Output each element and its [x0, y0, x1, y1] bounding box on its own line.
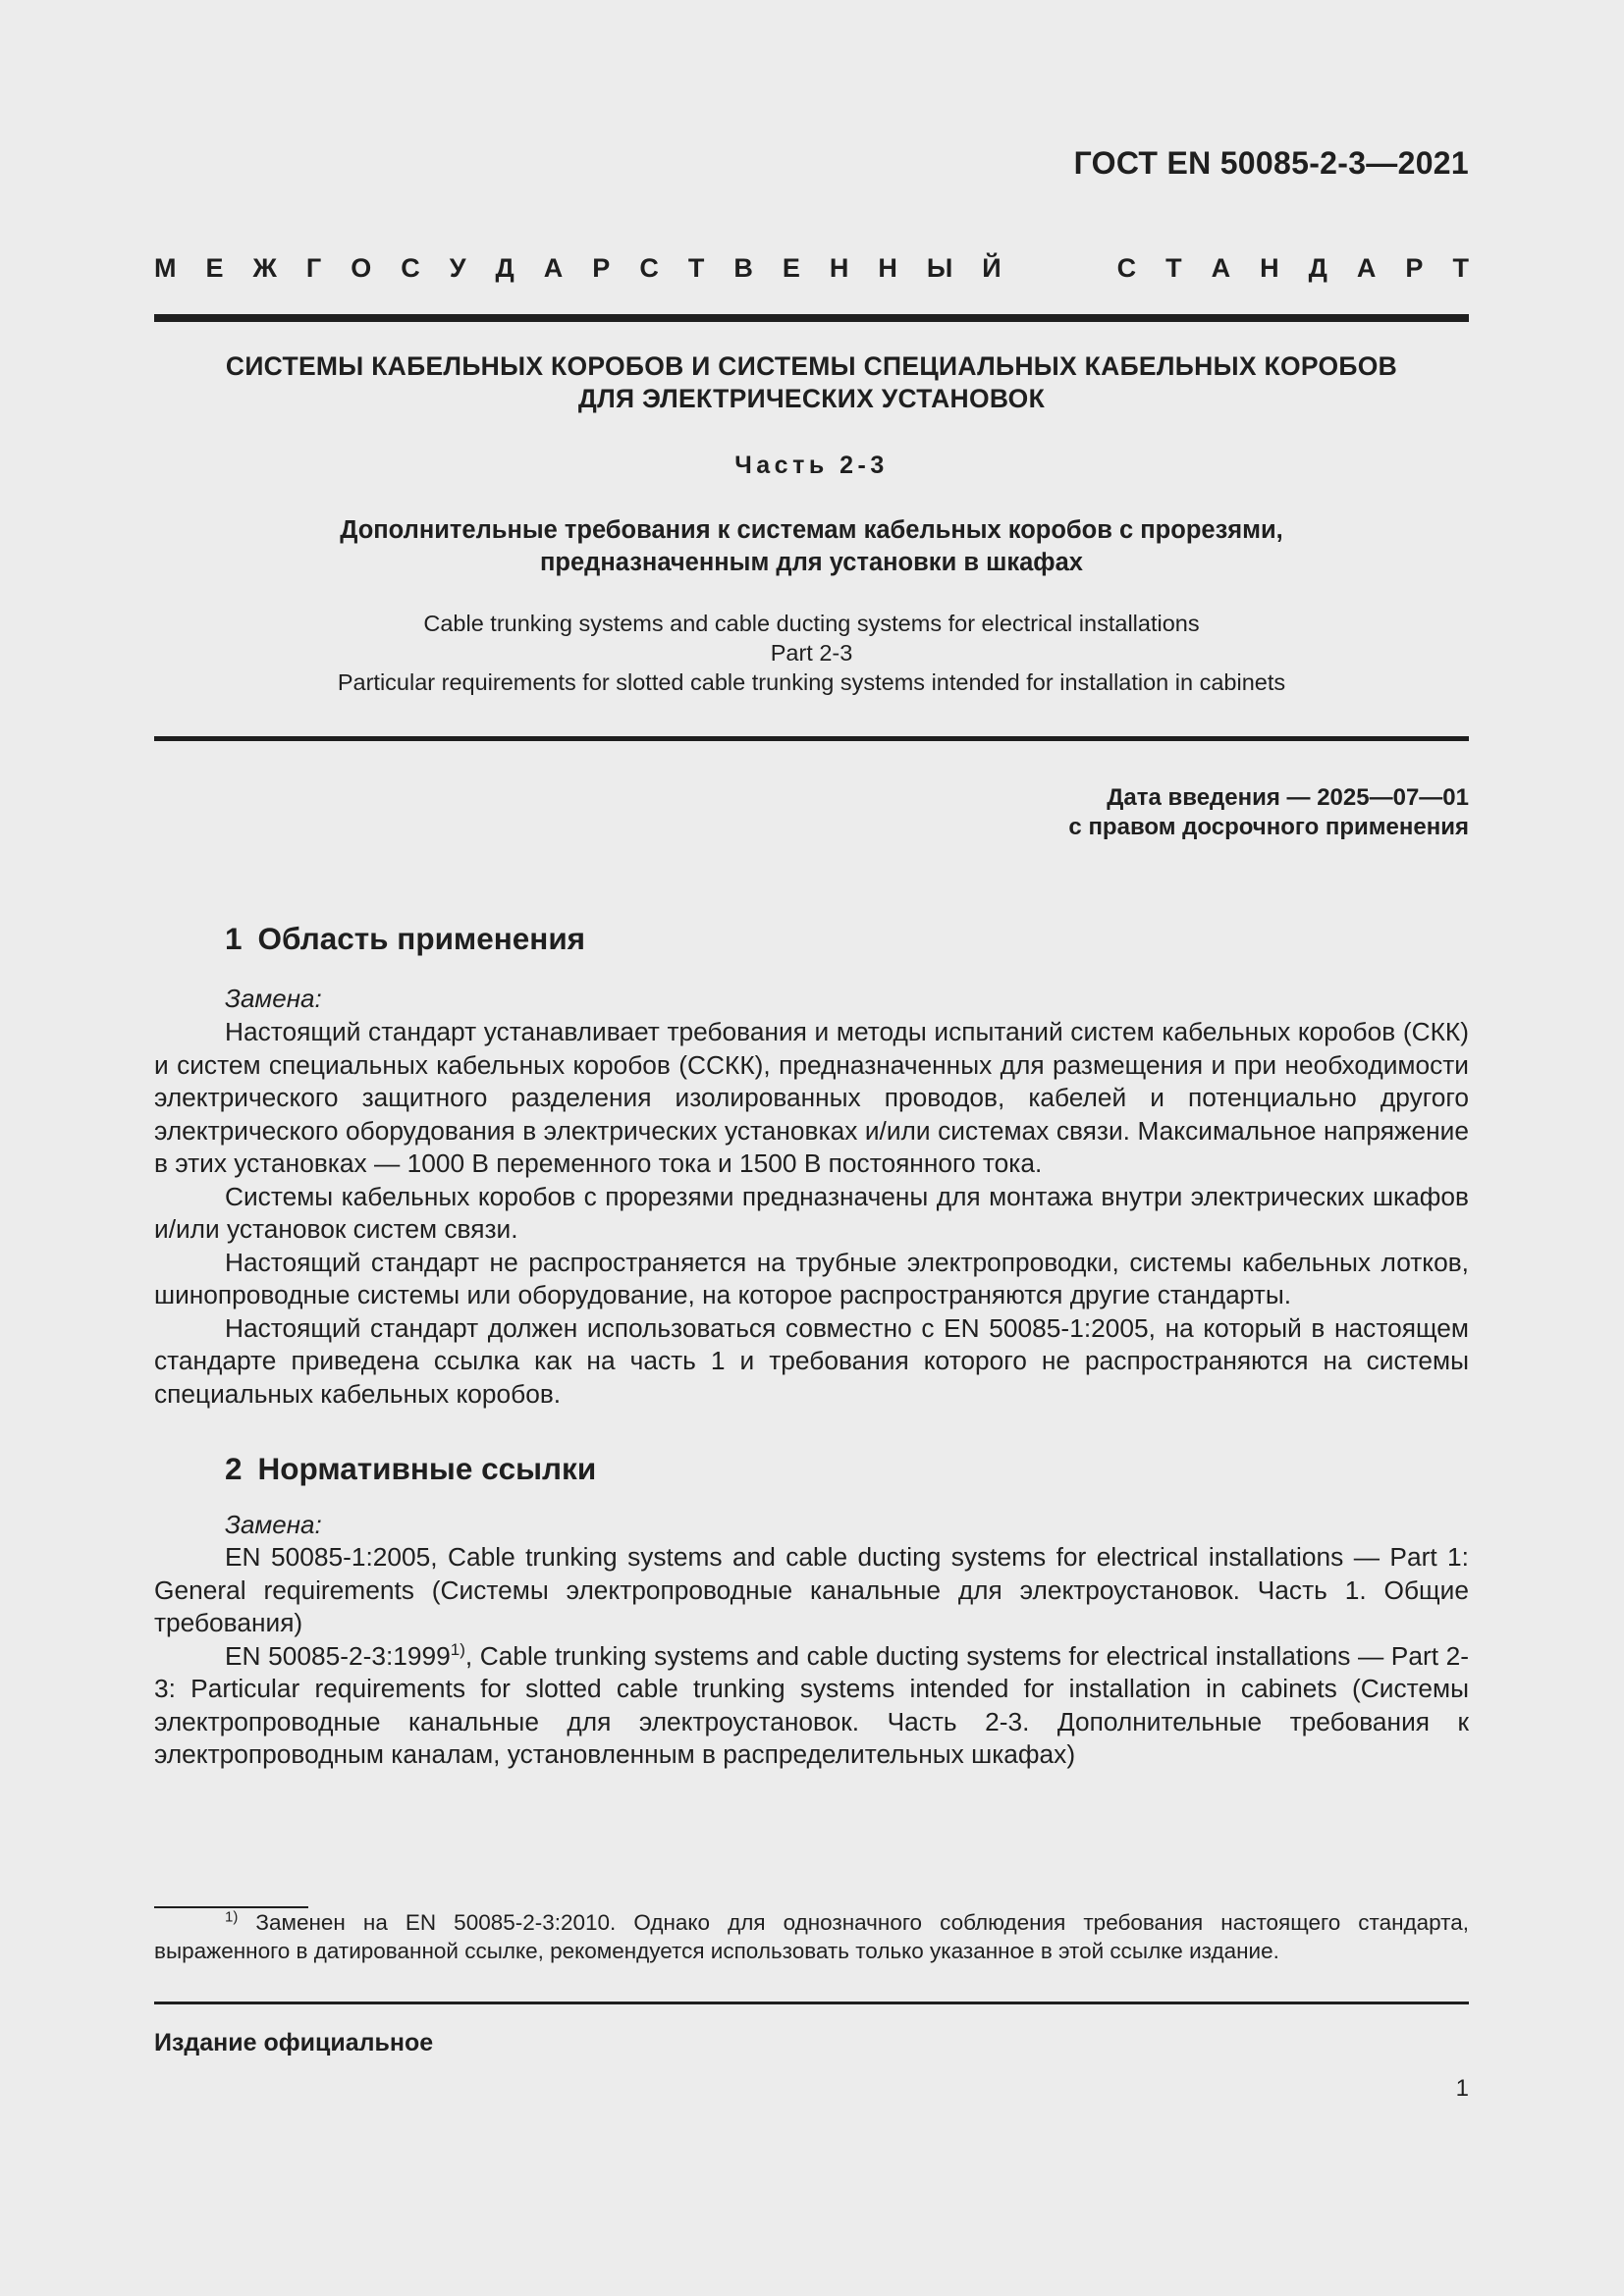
- section-number: 2: [225, 1451, 243, 1486]
- part-label: Часть 2-3: [734, 452, 889, 479]
- heading-letter: Е: [205, 253, 224, 283]
- heading-letter: Р: [1405, 253, 1424, 283]
- paragraph: Настоящий стандарт устанавливает требования и методы испытаний систем кабельных коробов (СКК) и систем специальных кабельных коробов (ССКК), предназначенных для размещения и при необходимости электрического защитного разделения изолированных проводов, кабелей и потенциально другого электрического оборудования в электрических установках и/или системах связи. Максимальное напряжение в этих установках — 1000 В переменного тока и 1500 В постоянного тока.: [154, 1017, 1469, 1178]
- heading-letter: Ж: [252, 253, 277, 283]
- heading-letter: Т: [1165, 253, 1182, 283]
- heading-letter: Й: [982, 253, 1001, 283]
- heading-letter: М: [154, 253, 177, 283]
- heading-letter: Т: [687, 253, 705, 283]
- section-1-body: [154, 1016, 1469, 1411]
- section-number: 1: [225, 921, 243, 956]
- heading-letter: С: [1116, 253, 1137, 283]
- reference-text: , Cable trunking systems and cable ducting systems for electrical installations — Part 2-3: Particular requirements for slotted cable trunking systems intended for installation in cabinets (Системы электропроводные канальные для электроустановок. Часть 2-3. Дополнительные требования к электропроводным каналам, установленным в распределительных шкафах): [154, 1640, 1469, 1769]
- heading-letter: Н: [878, 253, 897, 283]
- section-1-heading: [225, 921, 585, 957]
- title-en-line2: Part 2-3: [770, 640, 853, 666]
- reference-item: [154, 1640, 1469, 1772]
- footnote-text: Заменен на EN 50085-2-3:2010. Однако для однозначного соблюдения требования настоящего стандарта, выраженного в датированной ссылке, рекомендуется использовать только указанное в этой ссылке издание.: [154, 1910, 1469, 1963]
- gost-code: ГОСТ EN 50085-2-3—2021: [1073, 145, 1469, 181]
- heading-letter: Ы: [926, 253, 953, 283]
- heading-letter: Д: [1308, 253, 1327, 283]
- heading-letter: Т: [1452, 253, 1469, 283]
- heading-letter: О: [351, 253, 372, 283]
- heading-letter: Е: [782, 253, 800, 283]
- heading-letter: Д: [495, 253, 514, 283]
- title-bottom-rule: [154, 736, 1469, 741]
- heading-letter: А: [1211, 253, 1231, 283]
- standard-type-heading: [154, 253, 1469, 284]
- subtitle-line1: Дополнительные требования к системам кабельных коробов с прорезями,: [340, 516, 1283, 544]
- heading-letter: Н: [829, 253, 849, 283]
- heading-letter: С: [639, 253, 659, 283]
- paragraph: Настоящий стандарт не распространяется на трубные электропроводки, системы кабельных лотков, шинопроводные системы или оборудование, на которое распространяются другие стандарты.: [154, 1247, 1469, 1309]
- reference-item: EN 50085-1:2005, Cable trunking systems and cable ducting systems for electrical installations — Part 1: General requirements (Системы электропроводные канальные для электроустановок. Часть 1. Общие требования): [154, 1542, 1469, 1637]
- section-2-body: [154, 1541, 1469, 1772]
- heading-letter: А: [543, 253, 564, 283]
- document-title-ru: [154, 350, 1469, 415]
- heading-letter: А: [1356, 253, 1377, 283]
- section-2-heading: [225, 1451, 596, 1487]
- reference-code: EN 50085-2-3:1999: [225, 1640, 451, 1671]
- title-en-line1: Cable trunking systems and cable ducting systems for electrical installations: [423, 611, 1200, 636]
- footnote-marker[interactable]: 1): [450, 1639, 465, 1659]
- heading-letter: Н: [1260, 253, 1279, 283]
- official-edition-label: Издание официальное: [154, 2029, 434, 2056]
- title-ru-line2: ДЛЯ ЭЛЕКТРИЧЕСКИХ УСТАНОВОК: [577, 384, 1046, 413]
- footer-rule: [154, 2002, 1469, 2004]
- page-number: 1: [1455, 2075, 1469, 2102]
- footnote: [154, 1908, 1469, 1965]
- paragraph: Системы кабельных коробов с прорезями предназначены для монтажа внутри электрических шкафов и/или установок систем связи.: [154, 1181, 1469, 1244]
- title-en-line3: Particular requirements for slotted cable trunking systems intended for installation in cabinets: [337, 669, 1286, 695]
- section-title: Область применения: [257, 921, 586, 956]
- heading-letter: Г: [305, 253, 322, 283]
- section-title: Нормативные ссылки: [257, 1451, 597, 1486]
- subtitle-line2: предназначенным для установки в шкафах: [540, 549, 1083, 576]
- title-ru-line1: СИСТЕМЫ КАБЕЛЬНЫХ КОРОБОВ И СИСТЕМЫ СПЕЦИАЛЬНЫХ КАБЕЛЬНЫХ КОРОБОВ: [225, 351, 1398, 381]
- replacement-label: Замена:: [225, 984, 322, 1013]
- footnote-number: 1): [225, 1908, 239, 1926]
- heading-letter: С: [401, 253, 420, 283]
- date-line: Дата введения — 2025—07—01: [1107, 784, 1469, 811]
- paragraph: Настоящий стандарт должен использоваться совместно с EN 50085-1:2005, на который в настоящем стандарте приведена ссылка как на часть 1 и требования которого не распространяются на системы специальных кабельных коробов.: [154, 1312, 1469, 1409]
- early-application-line: с правом досрочного применения: [1068, 814, 1469, 840]
- document-subtitle-ru: [154, 514, 1469, 579]
- heading-letter: Р: [592, 253, 611, 283]
- heading-letter: У: [449, 253, 466, 283]
- top-rule: [154, 314, 1469, 322]
- word-gap: [1031, 253, 1088, 284]
- introduction-date: [1068, 783, 1469, 842]
- heading-letter: В: [733, 253, 753, 283]
- replacement-label: Замена:: [225, 1510, 322, 1539]
- document-title-en: [154, 609, 1469, 697]
